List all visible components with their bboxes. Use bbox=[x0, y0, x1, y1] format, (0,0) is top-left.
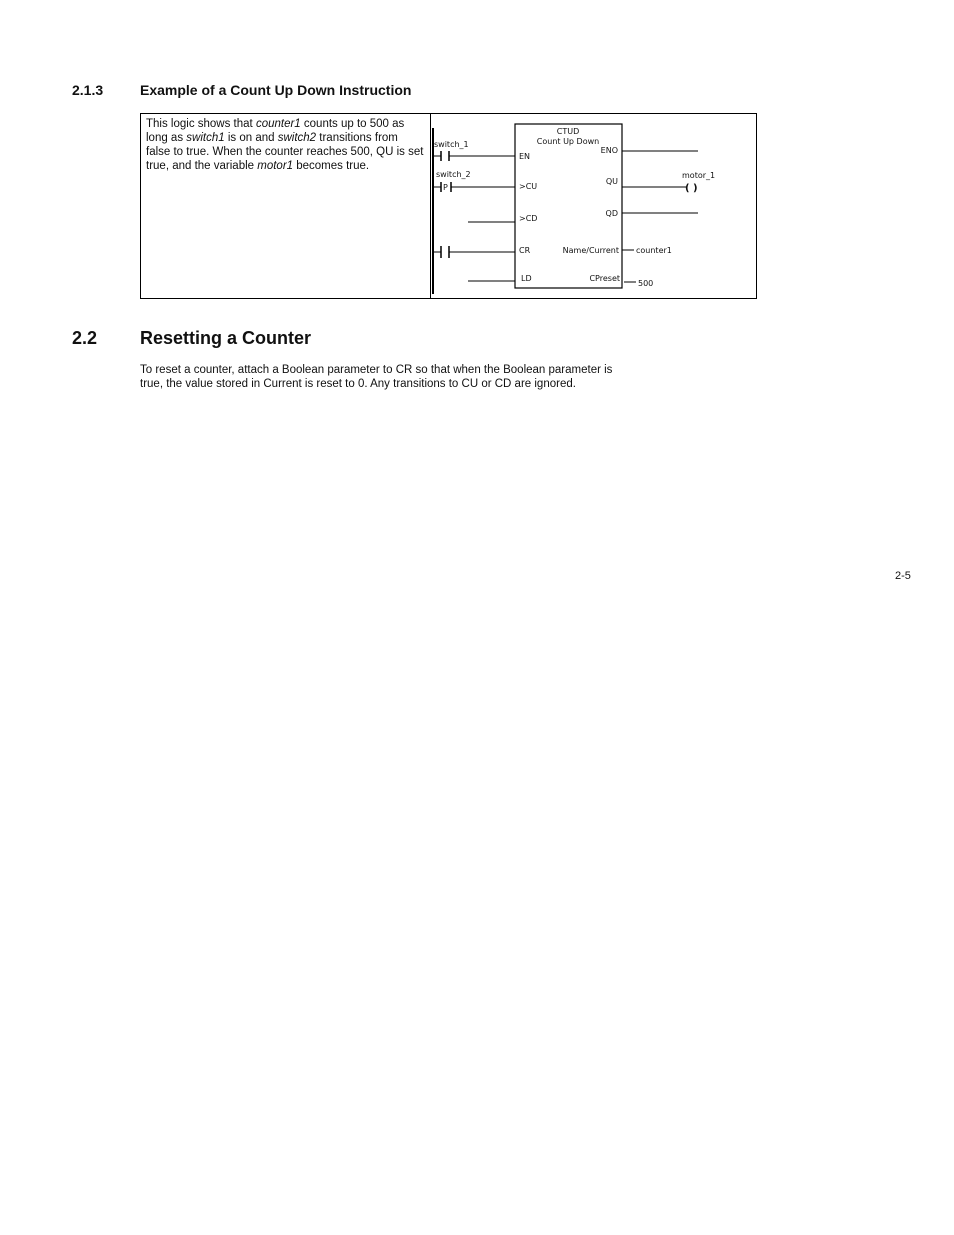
ladder-diagram bbox=[431, 114, 757, 298]
example-table bbox=[140, 113, 757, 299]
motor-coil: ( ) bbox=[685, 183, 698, 194]
example-description bbox=[141, 114, 431, 298]
preset-value: 500 bbox=[638, 279, 654, 288]
pin-cd-label: >CD bbox=[519, 214, 538, 223]
pin-cr-label: CR bbox=[519, 246, 531, 255]
desc-text-2: counts up to 500 as long as bbox=[146, 118, 405, 144]
desc-text-3: is on and bbox=[224, 132, 278, 144]
switch1-label: switch_1 bbox=[434, 140, 469, 149]
page-number: 2-5 bbox=[895, 570, 911, 582]
desc-motor1: motor1 bbox=[257, 160, 294, 172]
desc-text-5: becomes true. bbox=[293, 160, 370, 172]
desc-text-1: This logic shows that bbox=[146, 118, 256, 130]
pin-cu-label: >CU bbox=[519, 182, 538, 191]
pin-name-current-label: Name/Current bbox=[562, 246, 619, 255]
switch2-edge-label: P bbox=[443, 183, 448, 192]
switch2-label: switch_2 bbox=[436, 170, 471, 179]
motor-label: motor_1 bbox=[682, 171, 716, 180]
desc-switch1: switch1 bbox=[186, 132, 225, 144]
pin-cpreset-label: CPreset bbox=[589, 274, 620, 283]
pin-ld-label: LD bbox=[521, 274, 532, 283]
pin-qd-label: QD bbox=[605, 209, 618, 218]
subsection-title: Example of a Count Up Down Instruction bbox=[140, 82, 412, 98]
subsection-number: 2.1.3 bbox=[72, 82, 104, 98]
block-type: CTUD bbox=[556, 127, 580, 136]
pin-en-label: EN bbox=[519, 152, 531, 161]
desc-counter1: counter1 bbox=[255, 118, 301, 130]
desc-switch2: switch2 bbox=[277, 132, 317, 144]
pin-qu-label: QU bbox=[605, 177, 618, 186]
desc-text-4: transitions from false to true. When the counter reaches 500, QU is set true, and the variable bbox=[146, 132, 424, 172]
counter-variable: counter1 bbox=[636, 246, 672, 255]
block-name: Count Up Down bbox=[536, 137, 600, 146]
body-paragraph: To reset a counter, attach a Boolean parameter to CR so that when the Boolean parameter is true, the value stored in Current is reset to 0. Any transitions to CU or CD are ignored. bbox=[140, 364, 613, 390]
section-number: 2.2 bbox=[72, 328, 98, 348]
pin-eno-label: ENO bbox=[600, 146, 618, 155]
section-title: Resetting a Counter bbox=[140, 328, 312, 348]
